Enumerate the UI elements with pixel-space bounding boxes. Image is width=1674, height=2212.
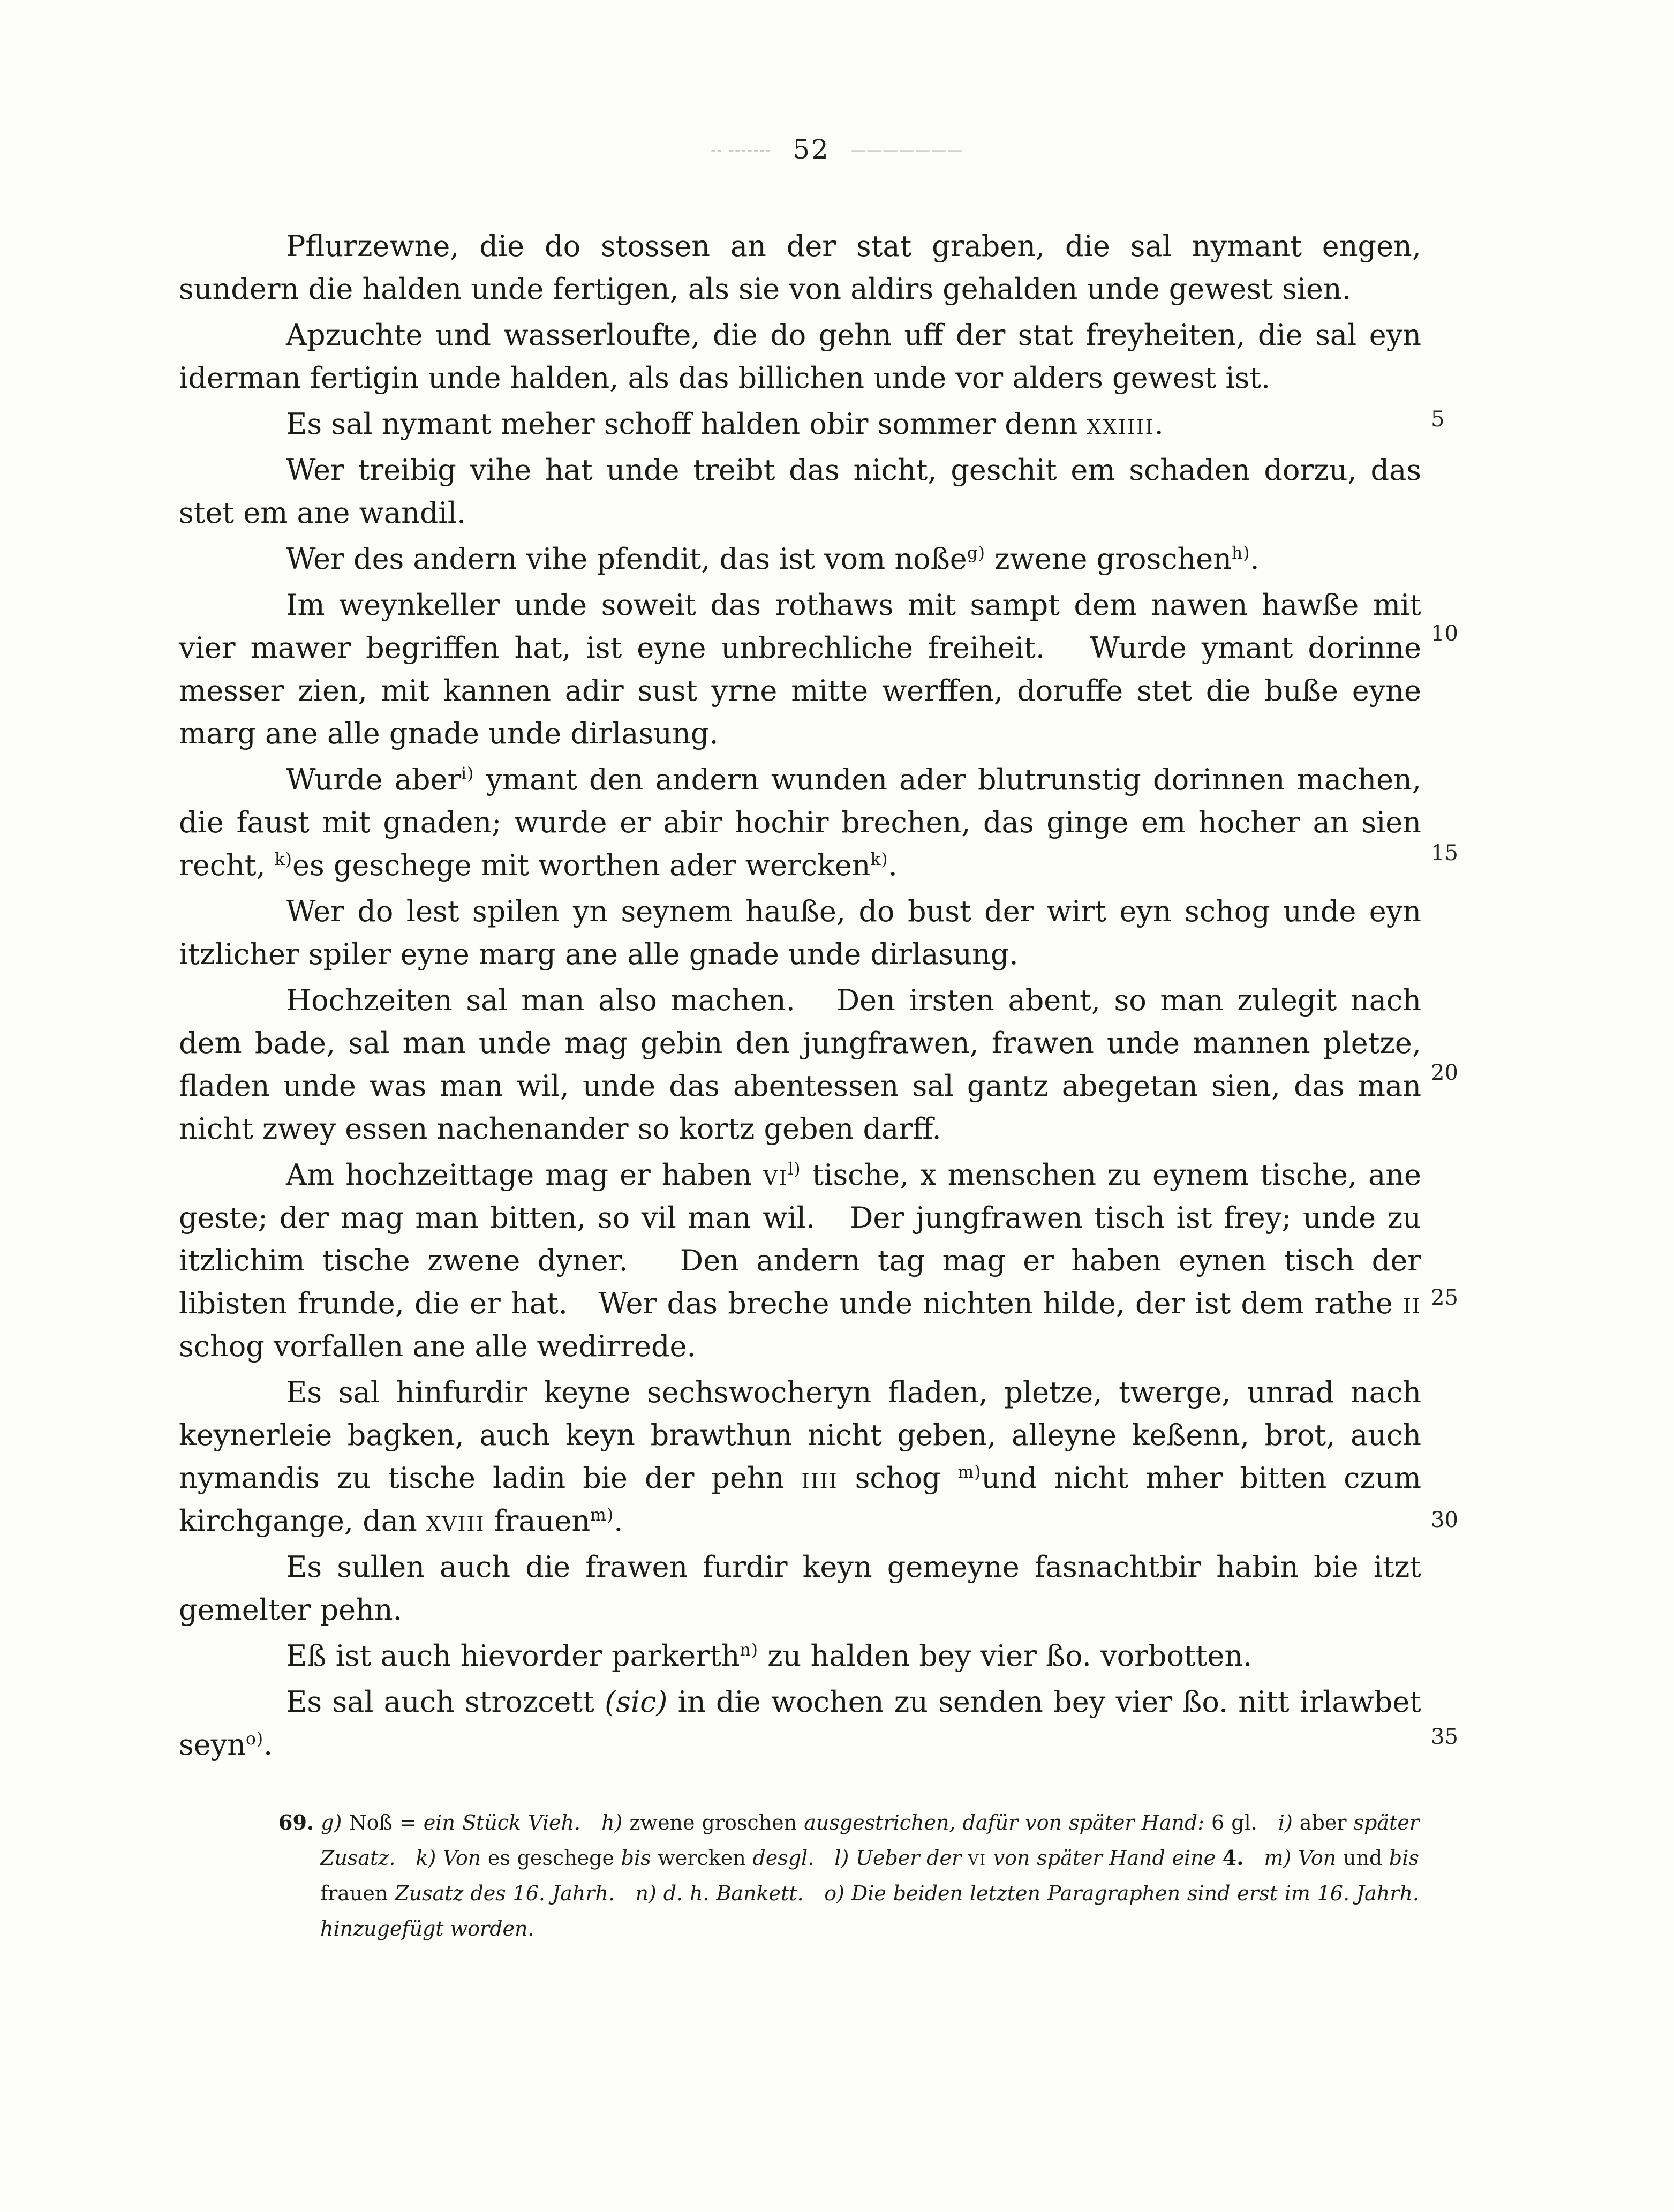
- paragraph: Wer des andern vihe pfendit, das ist vom noße$^{g)}$ zwene groschen$^{h)}$.: [286, 542, 1260, 576]
- footnote-block: 69. g) Noß = ein Stück Vieh. h) zwene groschen ausgestrichen, dafür von später Hand: 6 gl. i) aber später Zusatz. k) Von es geschege bis wercken desgl. l) Ueber der vi von später Hand eine 4. m) Von und bis frauen Zusatz des 16. Jahrh. n) d. h. Bankett. o) Die beiden letzten Paragraphen sind erst im 16. Jahrh. hinzugefügt worden.: [278, 1810, 1420, 1940]
- main-text: [179, 225, 1421, 1770]
- line-number: 35: [1431, 1725, 1458, 1749]
- line-number: 30: [1431, 1508, 1458, 1532]
- paragraph: Es sal nymant meher schoff halden obir sommer denn xxiiii.: [286, 407, 1164, 441]
- paragraph: Es sal auch strozcett (sic) in die wochen zu senden bey vier ßo. nitt irlawbet seyn$^{o)}$.: [179, 1685, 1421, 1762]
- page-number-flourish-left: -- -------: [711, 140, 772, 159]
- paragraph: Im weynkeller unde soweit das rothaws mit sampt dem nawen hawße mit vier mawer begriffen hat, ist eyne unbrechliche freiheit. Wurde ymant dorinne messer zien, mit kannen adir sust yrne mitte werffen, doruffe stet die buße eyne marg ane alle gnade unde dirlasung.: [179, 588, 1421, 750]
- paragraph: Es sal hinfurdir keyne sechswocheryn fladen, pletze, twerge, unrad nach keynerleie bagken, auch keyn brawthun nicht geben, alleyne keßenn, brot, auch nymandis zu tische ladin bie der pehn iiii schog $^{m)}$und nicht mher bitten czum kirchgange, dan xviii frauen$^{m)}$.: [179, 1375, 1421, 1538]
- paragraph: Wer do lest spilen yn seynem hauße, do bust der wirt eyn schog unde eyn itzlicher spiler eyne marg ane alle gnade unde dirlasung.: [179, 894, 1421, 971]
- paragraph: Es sullen auch die frawen furdir keyn gemeyne fasnachtbir habin bie itzt gemelter pehn.: [179, 1550, 1421, 1627]
- paragraph: Wurde aber$^{i)}$ ymant den andern wunden ader blutrunstig dorinnen machen, die faust mit gnaden; wurde er abir hochir brechen, das ginge em hocher an sien recht, $^{k)}$es geschege mit worthen ader wercken$^{k)}$.: [179, 763, 1421, 882]
- page-number-flourish-right: ———————: [850, 140, 963, 159]
- paragraph: Hochzeiten sal man also machen. Den irsten abent, so man zulegit nach dem bade, sal man unde mag gebin den jungfrawen, frawen unde mannen pletze, fladen unde was man wil, unde das abentessen sal gantz abegetan sien, das man nicht zwey essen nachenander so kortz geben darff.: [179, 983, 1421, 1146]
- line-number: 20: [1431, 1060, 1458, 1085]
- page-number: 52: [793, 134, 830, 165]
- line-number: 25: [1431, 1285, 1458, 1310]
- paragraph: Apzuchte und wasserloufte, die do gehn uff der stat freyheiten, die sal eyn iderman fertigin unde halden, als das billichen unde vor alders gewest ist.: [179, 318, 1421, 395]
- line-number: 10: [1431, 621, 1458, 646]
- paragraph: Am hochzeittage mag er haben $vi^{l)}$ tische, x menschen zu eynem tische, ane geste; der mag man bitten, so vil man wil. Der jungfrawen tisch ist frey; unde zu itzlichim tische zwene dyner. Den andern tag mag er haben eynen tisch der libisten frunde, die er hat. Wer das breche unde nichten hilde, der ist dem rathe ii schog vorfallen ane alle wedirrede.: [179, 1158, 1422, 1363]
- line-number: 15: [1431, 841, 1458, 866]
- footnotes-section: [278, 1805, 1419, 1946]
- paragraph: Pflurzewne, die do stossen an der stat graben, die sal nymant engen, sundern die halden unde fertigen, als sie von aldirs gehalden unde gewest sien.: [179, 229, 1421, 306]
- page-header: [0, 134, 1674, 165]
- line-number: 5: [1431, 407, 1445, 432]
- paragraph: Eß ist auch hievorder parkerth$^{n)}$ zu halden bey vier ßo. vorbotten.: [286, 1639, 1253, 1673]
- paragraph: Wer treibig vihe hat unde treibt das nicht, geschit em schaden dorzu, das stet em ane wandil.: [179, 453, 1421, 530]
